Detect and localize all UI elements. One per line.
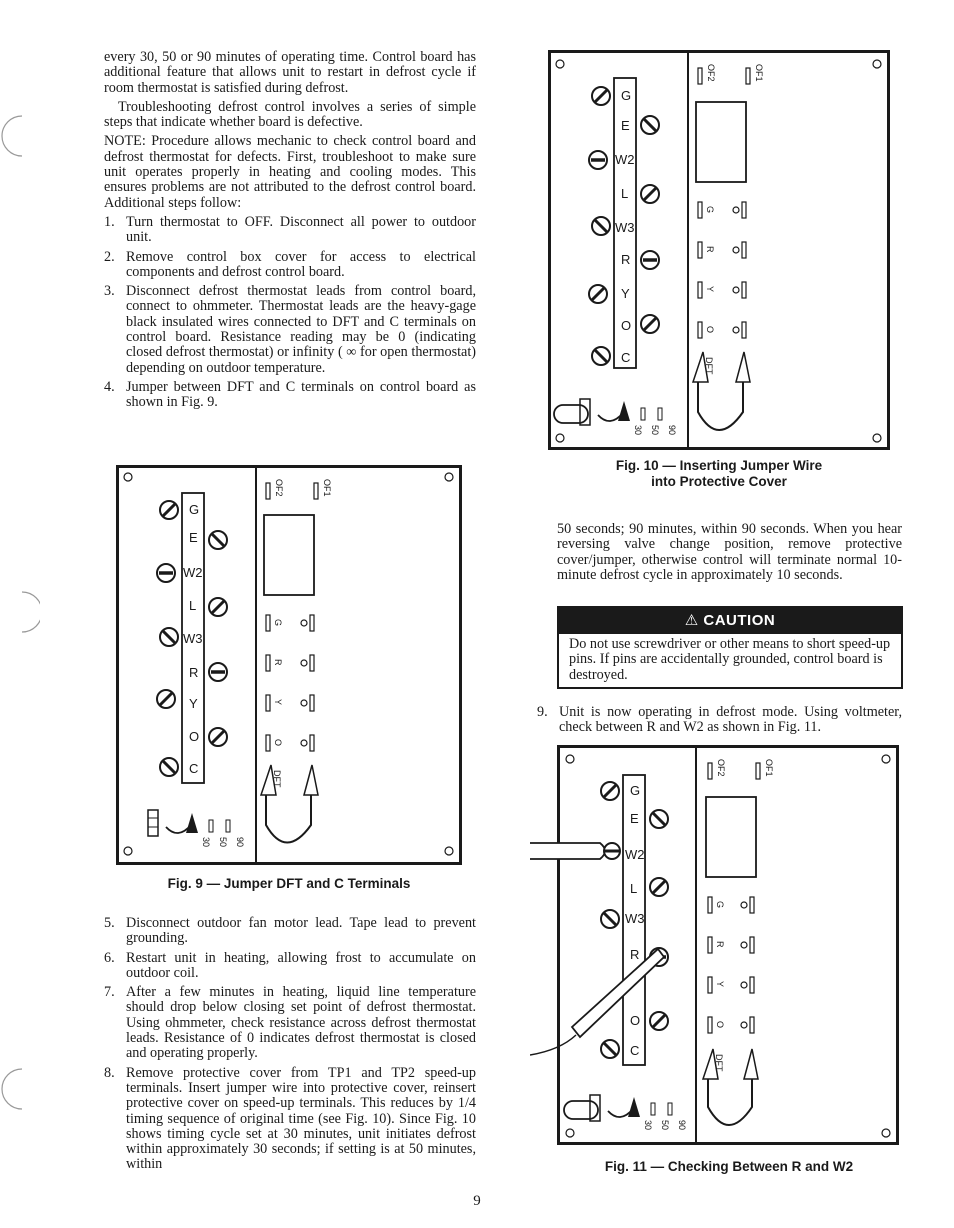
svg-text:OF2: OF2 [274,479,284,497]
svg-text:R: R [621,252,631,267]
svg-text:R: R [273,659,283,666]
svg-text:G: G [705,206,715,214]
svg-text:Y: Y [273,699,283,706]
svg-text:30: 30 [633,425,643,436]
svg-text:Y: Y [705,286,715,293]
svg-text:R: R [630,947,640,962]
svg-text:90: 90 [667,425,677,436]
svg-text:W3: W3 [615,220,635,235]
binder-hole-mark [0,1065,40,1115]
step-item: 9. Unit is now operating in defrost mode. Using voltmeter, check between R and W2 as shown in Fig. 11. [537,704,902,736]
steps-list-b [104,916,476,1173]
figure-11-board [530,745,900,1145]
caution-box [557,606,903,689]
svg-text:50: 50 [660,1120,670,1131]
svg-text:E: E [621,118,630,133]
intro-paragraph: every 30, 50 or 90 minutes of operating time. Control board has additional feature that allows unit to restart in defrost cycle if room thermostat is satisfied during defrost. [104,49,476,96]
svg-text:W3: W3 [625,911,645,926]
binder-hole-mark [0,588,40,638]
svg-text:OF1: OF1 [764,759,774,777]
svg-text:O: O [273,739,283,747]
svg-text:C: C [630,1043,640,1058]
svg-text:W2: W2 [183,565,203,580]
svg-text:G: G [189,502,200,517]
svg-text:OF2: OF2 [716,759,726,777]
svg-text:E: E [189,530,198,545]
svg-text:OF1: OF1 [754,64,764,82]
svg-text:OF1: OF1 [322,479,332,497]
figure-10-caption: Fig. 10 — Inserting Jumper Wire into Protective Cover [615,458,823,489]
continued-paragraph: 50 seconds; 90 minutes, within 90 seconds. When you hear reversing valve change position, remove protective cover/jumper, otherwise control will terminate normal 10-minute defrost cycle in approximately 10 seconds. [557,521,902,583]
svg-text:O: O [705,326,715,334]
board-diagram [548,50,890,450]
svg-text:L: L [189,598,197,613]
svg-text:O: O [715,1021,725,1029]
svg-text:G: G [273,619,283,627]
step-item: 7. After a few minutes in heating, liquid line temperature should drop below closing set point of defrost thermostat. Using ohmmeter, check resistance across defrost thermostat leads. Resistance of 0 indicates defrost thermostat is closed and operating properly. [104,984,476,1062]
svg-text:DFT: DFT [714,1054,724,1072]
svg-text:R: R [189,665,199,680]
figure-10-board [548,50,890,450]
caution-heading: ⚠ CAUTION [559,608,901,634]
svg-text:W2: W2 [625,847,645,862]
step-item: 2. Remove control box cover for access to electrical components and defrost control board. [104,248,476,280]
svg-text:OF2: OF2 [706,64,716,82]
board-diagram [530,745,900,1145]
note-paragraph: NOTE: Procedure allows mechanic to check control board and defrost thermostat for defects. First, troubleshoot to make sure unit operates properly in heating and cooling modes. This ensures problems are not attributed to the defrost control board. Additional steps follow: [104,133,476,211]
svg-text:Y: Y [189,696,198,711]
right-column-text [557,522,902,587]
left-column-bottom [104,916,476,1177]
caution-body: Do not use screwdriver or other means to short speed-up pins. If pins are accidentally grounded, control board is destroyed. [569,636,891,683]
svg-text:90: 90 [235,837,245,848]
svg-text:C: C [621,350,631,365]
step-item: 3. Disconnect defrost thermostat leads from control board, connect to ohmmeter. Thermostat leads are the heavy-gage black insulated wires connected to DFT and C terminals on control board. Resistance reading may be 0 (indicating closed defrost thermostat) or infinity ( ∞ for open thermostat) depending on outdoor temperature. [104,283,476,376]
step-item: 8. Remove protective cover from TP1 and TP2 speed-up terminals. Insert jumper wire into protective cover, reinsert protective cover on speed-up terminals. This reduces by 1/4 timing sequence of original time (see Fig. 10). Since Fig. 10 shows timing cycle set at 30 minutes, unit initiates defrost within approximately 30 seconds; if setting is at 50 minutes, within [104,1064,476,1173]
svg-text:R: R [705,246,715,253]
svg-text:E: E [630,811,639,826]
svg-text:G: G [630,783,641,798]
svg-text:O: O [621,318,632,333]
troubleshooting-paragraph: Troubleshooting defrost control involves a series of simple steps that indicate whether board is defective. [104,98,476,131]
svg-text:50: 50 [218,837,228,848]
svg-text:90: 90 [677,1120,687,1131]
svg-text:G: G [621,88,632,103]
svg-text:O: O [189,729,200,744]
svg-text:30: 30 [643,1120,653,1131]
svg-text:W2: W2 [615,152,635,167]
figure-9-board [116,465,462,865]
svg-text:L: L [630,881,638,896]
svg-text:Y: Y [621,286,630,301]
page-number: 9 [473,1193,481,1209]
left-column-top [104,50,476,415]
svg-text:Y: Y [715,981,725,988]
svg-text:W3: W3 [183,631,203,646]
step-9 [537,705,902,740]
step-item: 6. Restart unit in heating, allowing frost to accumulate on outdoor coil. [104,949,476,981]
svg-text:30: 30 [201,837,211,848]
board-diagram [116,465,462,865]
svg-text:L: L [621,186,629,201]
svg-text:50: 50 [650,425,660,436]
step-item: 5. Disconnect outdoor fan motor lead. Tape lead to prevent grounding. [104,915,476,947]
svg-text:DFT: DFT [272,770,282,788]
step-item: 4. Jumper between DFT and C terminals on control board as shown in Fig. 9. [104,378,476,411]
steps-list-a [104,215,476,411]
svg-text:G: G [715,901,725,909]
svg-text:C: C [189,761,199,776]
svg-text:DFT: DFT [704,357,714,375]
binder-hole-mark [0,112,40,162]
svg-text:R: R [715,941,725,948]
figure-11-caption: Fig. 11 — Checking Between R and W2 [604,1159,854,1174]
svg-text:O: O [630,1013,641,1028]
step-item: 1. Turn thermostat to OFF. Disconnect all power to outdoor unit. [104,213,476,246]
figure-9-caption: Fig. 9 — Jumper DFT and C Terminals [167,876,411,891]
